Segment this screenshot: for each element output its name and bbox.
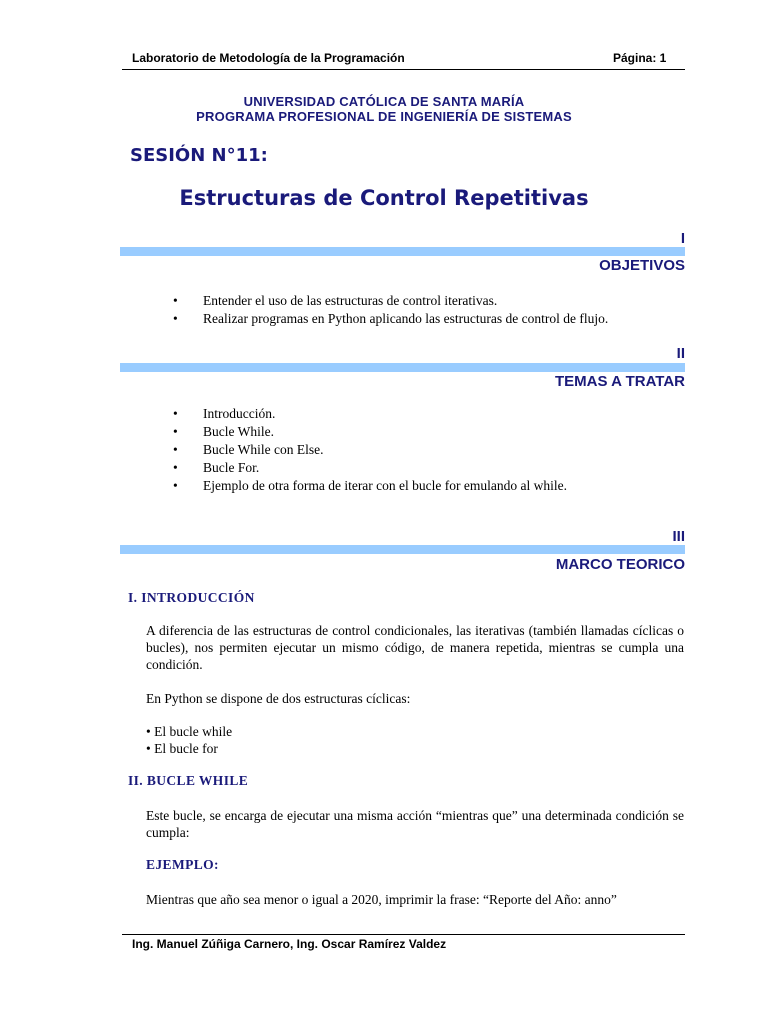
program-name: PROGRAMA PROFESIONAL DE INGENIERÍA DE SISTEMAS [196,109,572,124]
list-item: • Ejemplo de otra forma de iterar con el bucle for emulando al while. [173,477,693,495]
intro-paragraph: A diferencia de las estructuras de control condicionales, las iterativas (también llamadas cíclicas o bucles), nos permiten ejecutar un mismo código, de manera repetida, mientras se cumpla una condición. [146,623,684,672]
example-heading: EJEMPLO: [146,857,219,872]
list-item: • Bucle For. [173,459,693,477]
section-bar-1 [120,247,685,256]
list-item: • Introducción. [173,405,693,423]
header-rule [122,69,685,70]
intro-item-while: • El bucle while [146,724,233,739]
section-title-marco: MARCO TEORICO [555,556,685,573]
list-item: • Realizar programas en Python aplicando las estructuras de control de flujo. [173,310,693,328]
objectives-list [173,292,693,328]
section-number-3: III [672,528,685,545]
session-title: Estructuras de Control Repetitivas [179,186,589,210]
while-heading: II. BUCLE WHILE [128,773,249,788]
section-number-1: I [680,230,685,247]
list-item: • Bucle While con Else. [173,441,693,459]
header-page-number: Página: 1 [613,51,667,65]
footer-authors: Ing. Manuel Zúñiga Carnero, Ing. Oscar Ramírez Valdez [132,937,447,951]
while-paragraph: Este bucle, se encarga de ejecutar una misma acción “mientras que” una determinada condición se cumpla: [146,808,684,840]
section-bar-3 [120,545,685,554]
intro-heading: I. INTRODUCCIÓN [128,590,255,605]
list-item: • Entender el uso de las estructuras de control iterativas. [173,292,693,310]
example-text: Mientras que año sea menor o igual a 2020, imprimir la frase: “Reporte del Año: anno” [146,892,617,907]
header-course: Laboratorio de Metodología de la Programación [132,51,405,65]
list-item: • Bucle While. [173,423,693,441]
footer-rule [122,934,685,935]
section-title-objetivos: OBJETIVOS [599,257,685,274]
intro-lead: En Python se dispone de dos estructuras cíclicas: [146,691,411,706]
section-bar-2 [120,363,685,372]
intro-item-for: • El bucle for [146,741,218,756]
section-title-temas: TEMAS A TRATAR [555,373,685,390]
university-name: UNIVERSIDAD CATÓLICA DE SANTA MARÍA [243,94,525,109]
session-label: SESIÓN N°11: [130,145,268,166]
section-number-2: II [676,345,685,362]
topics-list [173,405,693,495]
